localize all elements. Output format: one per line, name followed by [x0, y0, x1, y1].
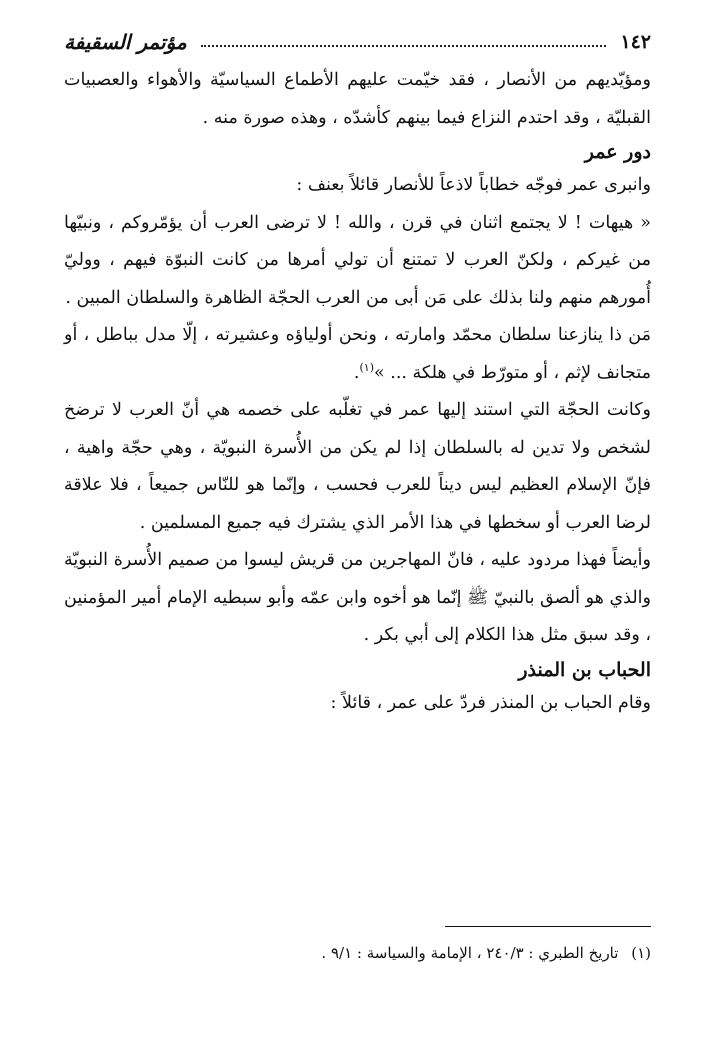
footnote [64, 941, 651, 965]
paragraph-hubab: وقام الحباب بن المنذر فردّ على عمر ، قائلاً : [330, 692, 651, 713]
footnote-divider [445, 926, 651, 927]
book-title: مؤتمر السقيفة [64, 30, 187, 54]
quote-paragraph-2 [64, 317, 651, 392]
header-dotted-leader [201, 45, 607, 47]
paragraph-intro: وانبرى عمر فوجّه خطاباً لاذعاً للأنصار قائلاً بعنف : [296, 175, 651, 195]
footnote-reference[interactable]: (١) [359, 360, 375, 374]
quote-paragraph-1: « هيهات ! لا يجتمع اثنان في قرن ، والله ! لا ترضى العرب أن يؤمّروكم ، ونبيّها من غيركم ، ولكنّ العرب لا تمتنع أن تولي أمرها من كانت النبوّة فيهم ، ووليّ أُمورهم منهم ولنا بذلك على مَن أبى من العرب الحجّة الظاهرة والسلطان المبين . [64, 212, 651, 308]
page-number: ١٤٢ [620, 31, 651, 53]
footnote-text: تاريخ الطبري : ٢٤٠/٣ ، الإمامة والسياسة : ٩/١ . [321, 944, 619, 962]
paragraph-opening: ومؤيّديهم من الأنصار ، فقد خيّمت عليهم الأطماع السياسيّة والأهواء والعصبيات القبليّة ، وقد احتدم النزاع فيما بينهم كأشدّه ، وهذه صورة منه . [64, 70, 651, 128]
page-header [64, 22, 651, 62]
footnote-number: (١) [631, 944, 651, 962]
section-heading-hubab: الحباب بن المنذر [518, 658, 651, 681]
quote-paragraph-2-end: . [353, 362, 360, 383]
paragraph-argument: وكانت الحجّة التي استند إليها عمر في تغلّبه على خصمه هي أنّ العرب لا ترضخ لشخص ولا تدين له بالسلطان إذا لم يكن من الأُسرة النبويّة ، وهي حجّة واهية ، فإنّ الإسلام العظيم ليس ديناً للعرب فحسب ، وإنّما هو للنّاس جميعاً ، فلا علاقة لرضا العرب أو سخطها في هذا الأمر الذي يشترك فيه جميع المسلمين . [64, 400, 651, 533]
paragraph-rebuttal: وأيضاً فهذا مردود عليه ، فانّ المهاجرين من قريش ليسوا من صميم الأُسرة النبويّة والذي هو ألصق بالنبيّ ﷺ إنّما هو أخوه وابن عمّه وأبو سبطيه الإمام أمير المؤمنين ، وقد سبق مثل هذا الكلام إلى أبي بكر . [64, 550, 651, 645]
quote-paragraph-2-text: مَن ذا ينازعنا سلطان محمّد وامارته ، ونحن أولياؤه وعشيرته ، إلّا مدل بباطل ، أو متجانف لإثم ، أو متورّط في هلكة ... » [64, 325, 651, 383]
section-heading-omar: دور عمر [584, 141, 651, 163]
